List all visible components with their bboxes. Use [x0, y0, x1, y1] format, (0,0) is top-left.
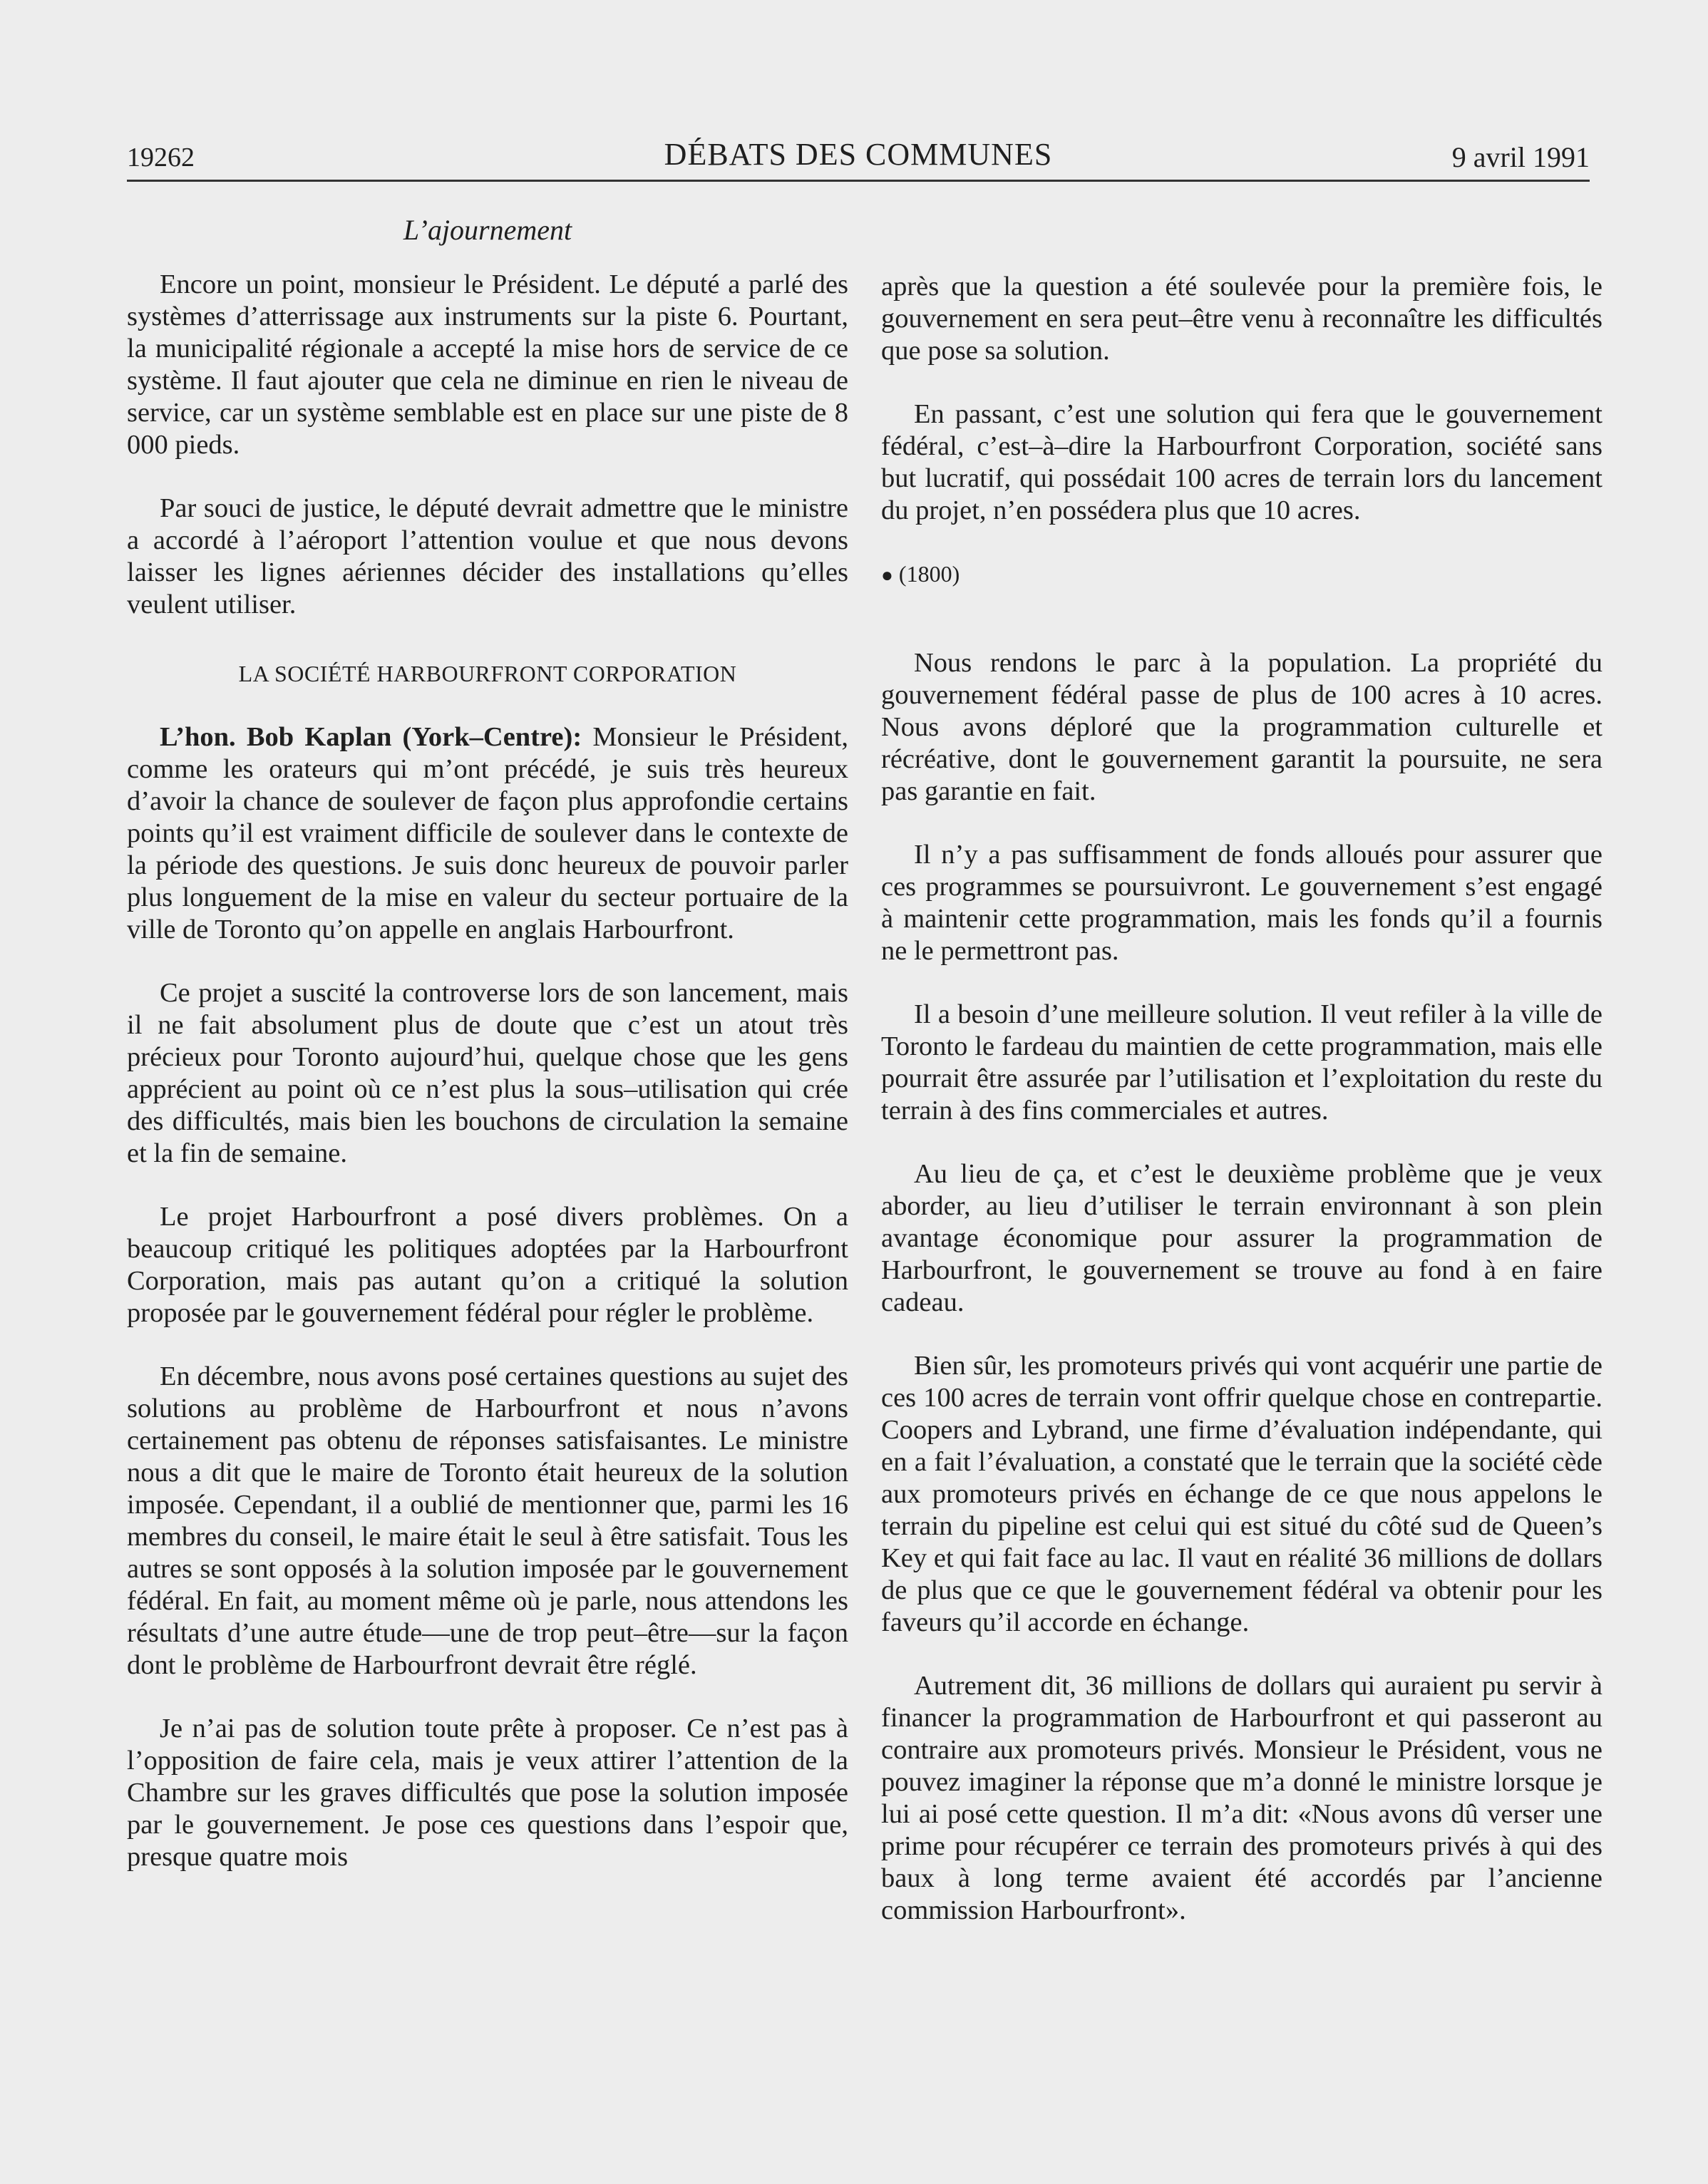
- timestamp: [881, 558, 1602, 592]
- paragraph: Je n’ai pas de solution toute prête à proposer. Ce n’est pas à l’opposition de faire cela, mais je veux attirer l’attention de la Chambre sur les graves difficultés que pose la solution imposée par le gouvernement. Je pose ces questions dans l’espoir que, presque quatre mois: [127, 1714, 848, 1872]
- timestamp-text: (1800): [898, 561, 960, 587]
- page-number: 19262: [127, 143, 195, 172]
- paragraph: Il n’y a pas suffisamment de fonds alloués pour assurer que ces programmes se poursuivront. Le gouvernement s’est engagé à maintenir cette programmation, mais les fonds qu’il a fournis ne le permettront pas.: [881, 840, 1602, 966]
- paragraph: Le projet Harbourfront a posé divers problèmes. On a beaucoup critiqué les politiques adoptées par la Harbourfront Corporation, mais pas autant qu’on a critiqué la solution proposée par le gouvernement fédéral pour régler le problème.: [127, 1202, 848, 1328]
- paragraph: Au lieu de ça, et c’est le deuxième problème que je veux aborder, au lieu d’utiliser le terrain environnant à son plein avantage économique pour assurer la programmation de Harbourfront, le gouvernement se trouve au fond à en faire cadeau.: [881, 1159, 1602, 1317]
- speaker-name: L’hon. Bob Kaplan (York–Centre):: [160, 722, 582, 752]
- paragraph: En passant, c’est une solution qui fera que le gouvernement fédéral, c’est–à–dire la Harbourfront Corporation, société sans but lucratif, qui possédait 100 acres de terrain lors du lancement du projet, n’en possédera plus que 10 acres.: [881, 399, 1602, 525]
- bullet-icon: ●: [881, 565, 893, 587]
- header-rule: [127, 180, 1590, 182]
- speech-paragraph: [127, 721, 848, 946]
- section-label: L’ajournement: [403, 214, 572, 246]
- paragraph: Il a besoin d’une meilleure solution. Il veut refiler à la ville de Toronto le fardeau du maintien de cette programmation, mais elle pourrait être assurée par l’utilisation et l’exploitation du reste du terrain à des fins commerciales et autres.: [881, 999, 1602, 1126]
- paragraph: En décembre, nous avons posé certaines questions au sujet des solutions au problème de Harbourfront et nous n’avons certainement pas obtenu de réponses satisfaisantes. Le ministre nous a dit que le maire de Toronto était heureux de la solution imposée. Cependant, il a oublié de mentionner que, parmi les 16 membres du conseil, le maire était le seul à être satisfait. Tous les autres se sont opposés à la solution imposée par le gouvernement fédéral. En fait, au moment même où je parle, nous attendons les résultats d’une autre étude—une de trop peut–être—sur la façon dont le problème de Harbourfront devrait être réglé.: [127, 1361, 848, 1680]
- page-date: 9 avril 1991: [1451, 141, 1590, 173]
- page-header: [127, 137, 1590, 182]
- paragraph-continuation: après que la question a été soulevée pour la première fois, le gouvernement en sera peut–être venu à reconnaître les difficultés que pose sa solution.: [881, 272, 1602, 366]
- journal-title: DÉBATS DES COMMUNES: [664, 137, 1053, 172]
- paragraph: Bien sûr, les promoteurs privés qui vont acquérir une partie de ces 100 acres de terrain vont offrir quelque chose en contrepartie. Coopers and Lybrand, une firme d’évaluation indépendante, qui en a fait l’évaluation, a constaté que le terrain que la société cède aux promoteurs privés en échange de ce que nous appelons le terrain du pipeline est celui qui est situé du côté sud de Queen’s Key et qui fait face au lac. Il vaut en réalité 36 millions de dollars de plus que ce que le gouvernement fédéral va obtenir pour les faveurs qu’il accorde en échange.: [881, 1351, 1602, 1637]
- paragraph: Encore un point, monsieur le Président. Le député a parlé des systèmes d’atterrissage aux instruments sur la piste 6. Pourtant, la municipalité régionale a accepté la mise hors de service de ce système. Il faut ajouter que cela ne diminue en rien le niveau de service, car un système semblable est en place sur une piste de 8 000 pieds.: [127, 269, 848, 460]
- left-column: [127, 214, 848, 1905]
- paragraph: Autrement dit, 36 millions de dollars qui auraient pu servir à financer la programmation de Harbourfront et qui passeront au contraire aux promoteurs privés. Monsieur le Président, vous ne pouvez imaginer la réponse que m’a donné le ministre lorsque je lui ai posé cette question. Il m’a dit: «Nous avons dû verser une prime pour récupérer ce terrain des promoteurs privés à qui des baux à long terme avaient été accordés par l’ancienne commission Harbourfront».: [881, 1671, 1602, 1925]
- right-column: [881, 271, 1602, 1958]
- paragraph: Ce projet a suscité la controverse lors de son lancement, mais il ne fait absolument plus de doute que c’est un atout très précieux pour Toronto aujourd’hui, quelque chose que les gens apprécient au point où ce n’est plus la sous–utilisation qui crée des difficultés, mais bien les bouchons de circulation la semaine et la fin de semaine.: [127, 978, 848, 1168]
- section-heading: LA SOCIÉTÉ HARBOURFRONT CORPORATION: [238, 661, 737, 686]
- paragraph: Par souci de justice, le député devrait admettre que le ministre a accordé à l’aéroport l’attention voulue et que nous devons laisser les lignes aériennes décider des installations qu’elles veulent utiliser.: [127, 493, 848, 619]
- paragraph: Nous rendons le parc à la population. La propriété du gouvernement fédéral passe de plus de 100 acres à 10 acres. Nous avons déploré que la programmation culturelle et récréative, dont le gouvernement garantit la poursuite, ne sera pas garantie en fait.: [881, 648, 1602, 806]
- speech-opening: Monsieur le Président, comme les orateurs qui m’ont précédé, je suis très heureux d’avoir la chance de soulever de façon plus approfondie certains points qu’il est vraiment difficile de soulever dans le contexte de la période des questions. Je suis donc heureux de pouvoir parler plus longuement de la mise en valeur du secteur portuaire de la ville de Toronto qu’on appelle en anglais Harbourfront.: [127, 722, 849, 944]
